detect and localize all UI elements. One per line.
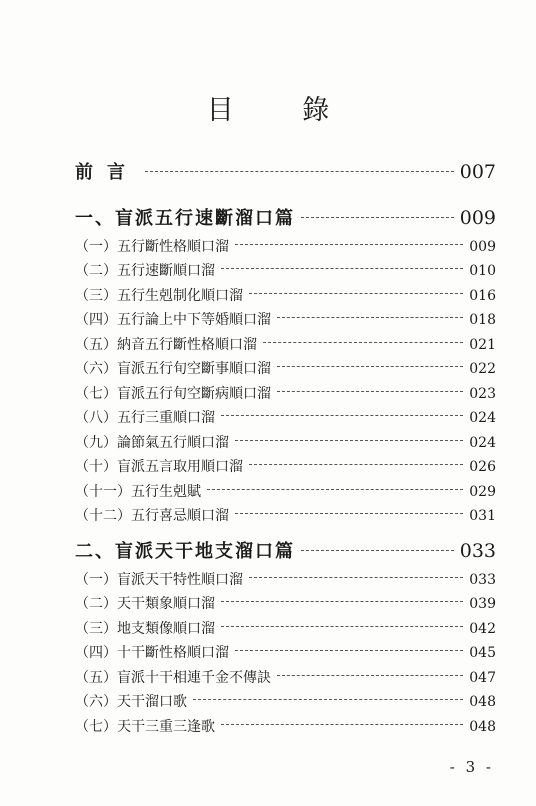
leader-dots — [277, 391, 463, 392]
leader-dots — [277, 675, 463, 676]
toc-entry-label: （七）天干三重三逢歌 — [75, 719, 215, 735]
leader-dots — [221, 724, 463, 725]
toc-entry[interactable] — [75, 593, 496, 613]
leader-dots — [193, 699, 463, 700]
toc-entry-page: 010 — [469, 263, 496, 279]
toc-entry-page: 048 — [469, 719, 496, 735]
leader-dots — [221, 626, 463, 627]
section-page: 033 — [459, 540, 496, 562]
leader-dots — [221, 415, 463, 416]
toc-entry-page: 033 — [469, 572, 496, 588]
toc-entry-label: （四）十干斷性格順口溜 — [75, 645, 229, 661]
toc-entry-label: （一）五行斷性格順口溜 — [75, 239, 229, 255]
leader-dots — [263, 342, 463, 343]
leader-dots — [277, 366, 463, 367]
toc-entry[interactable] — [75, 407, 496, 427]
toc-entry[interactable] — [75, 505, 496, 525]
section-page: 009 — [459, 207, 496, 229]
toc-entry-label: （十一）五行生剋賦 — [75, 484, 201, 500]
toc-entry-label: （二）天干類象順口溜 — [75, 596, 215, 612]
leader-dots — [207, 489, 463, 490]
toc-entry-label: （三）地支類像順口溜 — [75, 621, 215, 637]
toc-entry-label: （十二）五行喜忌順口溜 — [75, 508, 229, 524]
toc-entry-page: 023 — [469, 386, 496, 402]
toc-entry-label: （一）盲派天干特性順口溜 — [75, 572, 243, 588]
leader-dots — [277, 317, 463, 318]
toc-entry-page: 042 — [469, 621, 496, 637]
toc-entry[interactable] — [75, 334, 496, 354]
toc-entry[interactable] — [75, 309, 496, 329]
toc-entry[interactable] — [75, 481, 496, 501]
toc-entry[interactable] — [75, 358, 496, 378]
toc-entry-label: （四）五行論上中下等婚順口溜 — [75, 312, 271, 328]
toc-entry-label: 前言 — [75, 162, 139, 183]
leader-dots — [145, 171, 454, 172]
toc-entry-label: （六）盲派五行旬空斷事順口溜 — [75, 361, 271, 377]
toc-entry-page: 045 — [469, 645, 496, 661]
toc-entry-page: 021 — [469, 337, 496, 353]
toc-entry-page: 048 — [469, 694, 496, 710]
toc-entry-page: 047 — [469, 670, 496, 686]
toc-entry-label: （五）盲派十干相連千金不傳訣 — [75, 670, 271, 686]
leader-dots — [235, 650, 463, 651]
leader-dots — [235, 440, 463, 441]
section-title: 二、盲派天干地支溜口篇 — [75, 541, 295, 562]
leader-dots — [301, 217, 454, 218]
toc-entry-page: 016 — [469, 288, 496, 304]
toc-entry-page: 007 — [459, 161, 496, 183]
toc-entry[interactable] — [75, 716, 496, 736]
toc-entry-page: 031 — [469, 508, 496, 524]
toc-entry[interactable] — [75, 642, 496, 662]
toc-section-heading[interactable] — [75, 204, 496, 230]
toc-entry[interactable] — [75, 432, 496, 452]
toc-entry-label: （八）五行三重順口溜 — [75, 410, 215, 426]
toc-entry[interactable] — [75, 691, 496, 711]
toc-entry-label: （三）五行生剋制化順口溜 — [75, 288, 243, 304]
leader-dots — [249, 577, 463, 578]
toc-entry[interactable] — [75, 260, 496, 280]
toc-entry[interactable] — [75, 456, 496, 476]
toc-entry-page: 024 — [469, 435, 496, 451]
page-title: 目 錄 — [206, 95, 360, 126]
leader-dots — [235, 244, 463, 245]
toc-entry-preface[interactable] — [75, 158, 496, 184]
toc-entry[interactable] — [75, 618, 496, 638]
toc-entry-label: （六）天干溜口歌 — [75, 694, 187, 710]
toc-entry-page: 024 — [469, 410, 496, 426]
leader-dots — [221, 601, 463, 602]
toc-entry-page: 029 — [469, 484, 496, 500]
toc-entry-label: （十）盲派五言取用順口溜 — [75, 459, 243, 475]
section-title: 一、盲派五行速斷溜口篇 — [75, 208, 295, 229]
toc-entry[interactable] — [75, 569, 496, 589]
leader-dots — [301, 550, 454, 551]
toc-entry-page: 009 — [469, 239, 496, 255]
toc-entry-page: 026 — [469, 459, 496, 475]
toc-entry-page: 022 — [469, 361, 496, 377]
toc-entry[interactable] — [75, 667, 496, 687]
leader-dots — [221, 268, 463, 269]
toc-section-heading[interactable] — [75, 537, 496, 563]
toc-entry-label: （五）納音五行斷性格順口溜 — [75, 337, 257, 353]
leader-dots — [235, 513, 463, 514]
leader-dots — [249, 464, 463, 465]
leader-dots — [249, 293, 463, 294]
toc-entry-label: （九）論節氣五行順口溜 — [75, 435, 229, 451]
toc-entry-page: 018 — [469, 312, 496, 328]
toc-entry-label: （二）五行速斷順口溜 — [75, 263, 215, 279]
toc-entry[interactable] — [75, 236, 496, 256]
toc-entry-page: 039 — [469, 596, 496, 612]
toc-entry-label: （七）盲派五行旬空斷病順口溜 — [75, 386, 271, 402]
toc-entry[interactable] — [75, 383, 496, 403]
page-number: - 3 - — [449, 758, 494, 776]
toc-entry[interactable] — [75, 285, 496, 305]
